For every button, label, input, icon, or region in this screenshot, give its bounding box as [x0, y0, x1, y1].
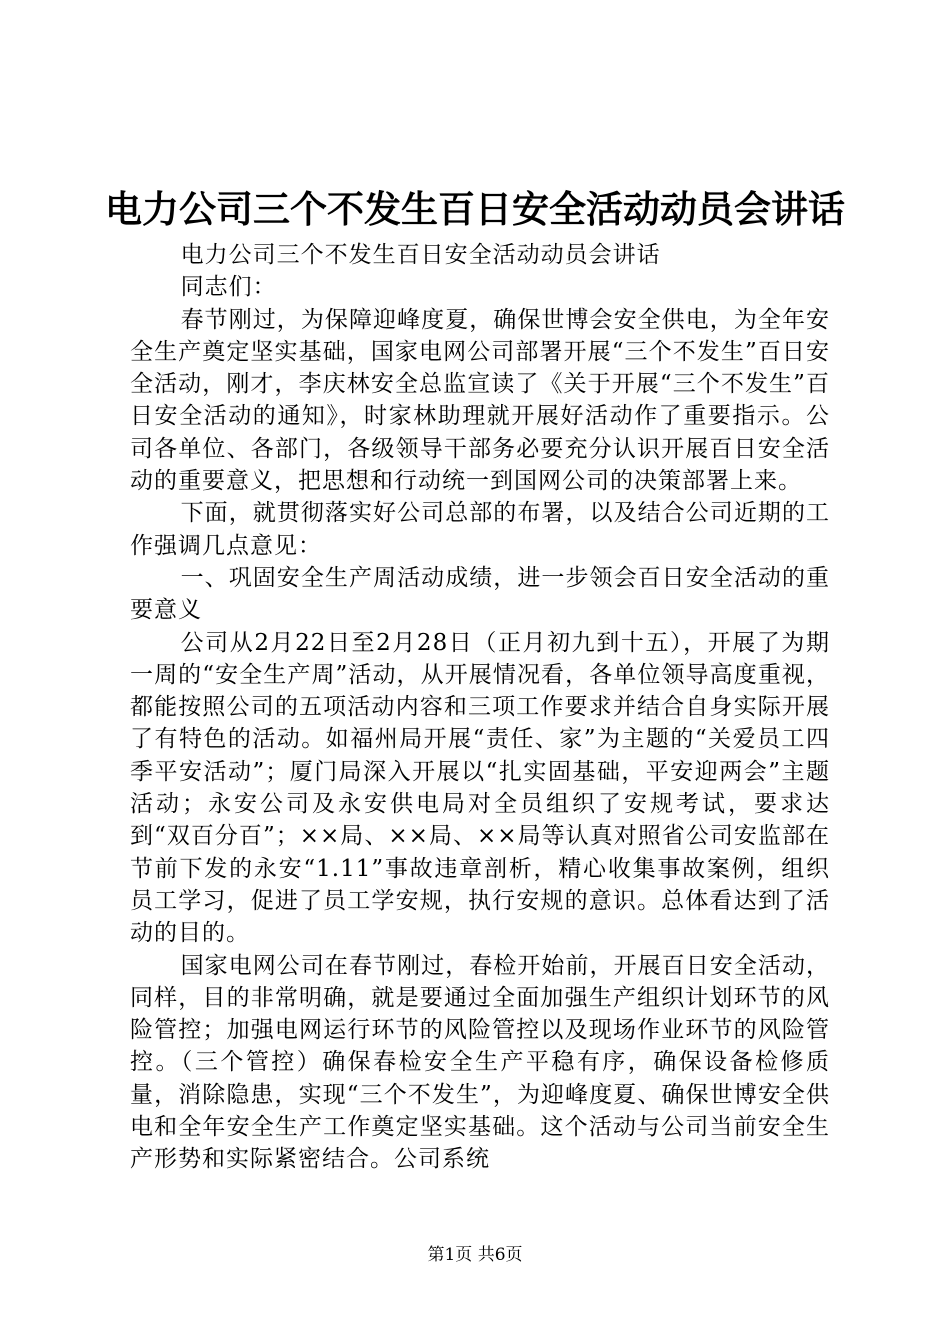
page-number-footer: 第1页 共6页: [427, 1245, 523, 1265]
paragraph: 公司从2月22日至2月28日（正月初九到十五），开展了为期一周的“安全生产周”活动，从开展情况看，各单位领导高度重视，都能按照公司的五项活动内容和三项工作要求并结合自身实际开展了有特色的活动。如福州局开展“责任、家”为主题的“关爱员工四季平安活动”；厦门局深入开展以“扎实固基础，平安迎两会”主题活动；永安公司及永安供电局对全员组织了安规考试，要求达到“双百分百”；××局、××局、××局等认真对照省公司安监部在节前下发的永安“1.11”事故违章剖析，精心收集事故案例，组织员工学习，促进了员工学安规，执行安规的意识。总体看达到了活动的目的。: [130, 629, 830, 947]
document-body: [130, 239, 830, 1176]
paragraph-subtitle: 电力公司三个不发生百日安全活动动员会讲话: [180, 242, 661, 268]
document-title: 电力公司三个不发生百日安全活动动员会讲话: [105, 187, 845, 231]
paragraph-section-heading: 一、巩固安全生产周活动成绩，进一步领会百日安全活动的重要意义: [130, 564, 830, 624]
paragraph: 国家电网公司在春节刚过，春检开始前，开展百日安全活动，同样，目的非常明确，就是要通过全面加强生产组织计划环节的风险管控；加强电网运行环节的风险管控以及现场作业环节的风险管控。（三个管控）确保春检安全生产平稳有序，确保设备检修质量，消除隐患，实现“三个不发生”，为迎峰度夏、确保世博安全供电和全年安全生产工作奠定坚实基础。这个活动与公司当前安全生产形势和实际紧密结合。公司系统: [130, 952, 830, 1173]
paragraph: 下面，就贯彻落实好公司总部的布署，以及结合公司近期的工作强调几点意见：: [130, 500, 830, 559]
paragraph: 春节刚过，为保障迎峰度夏，确保世博会安全供电，为全年安全生产奠定坚实基础，国家电网公司部署开展“三个不发生”百日安全活动，刚才，李庆林安全总监宣读了《关于开展“三个不发生”百日安全活动的通知》，时家林助理就开展好活动作了重要指示。公司各单位、各部门，各级领导干部务必要充分认识开展百日安全活动的重要意义，把思想和行动统一到国网公司的决策部署上来。: [130, 306, 830, 495]
paragraph-salutation: 同志们：: [180, 274, 277, 301]
